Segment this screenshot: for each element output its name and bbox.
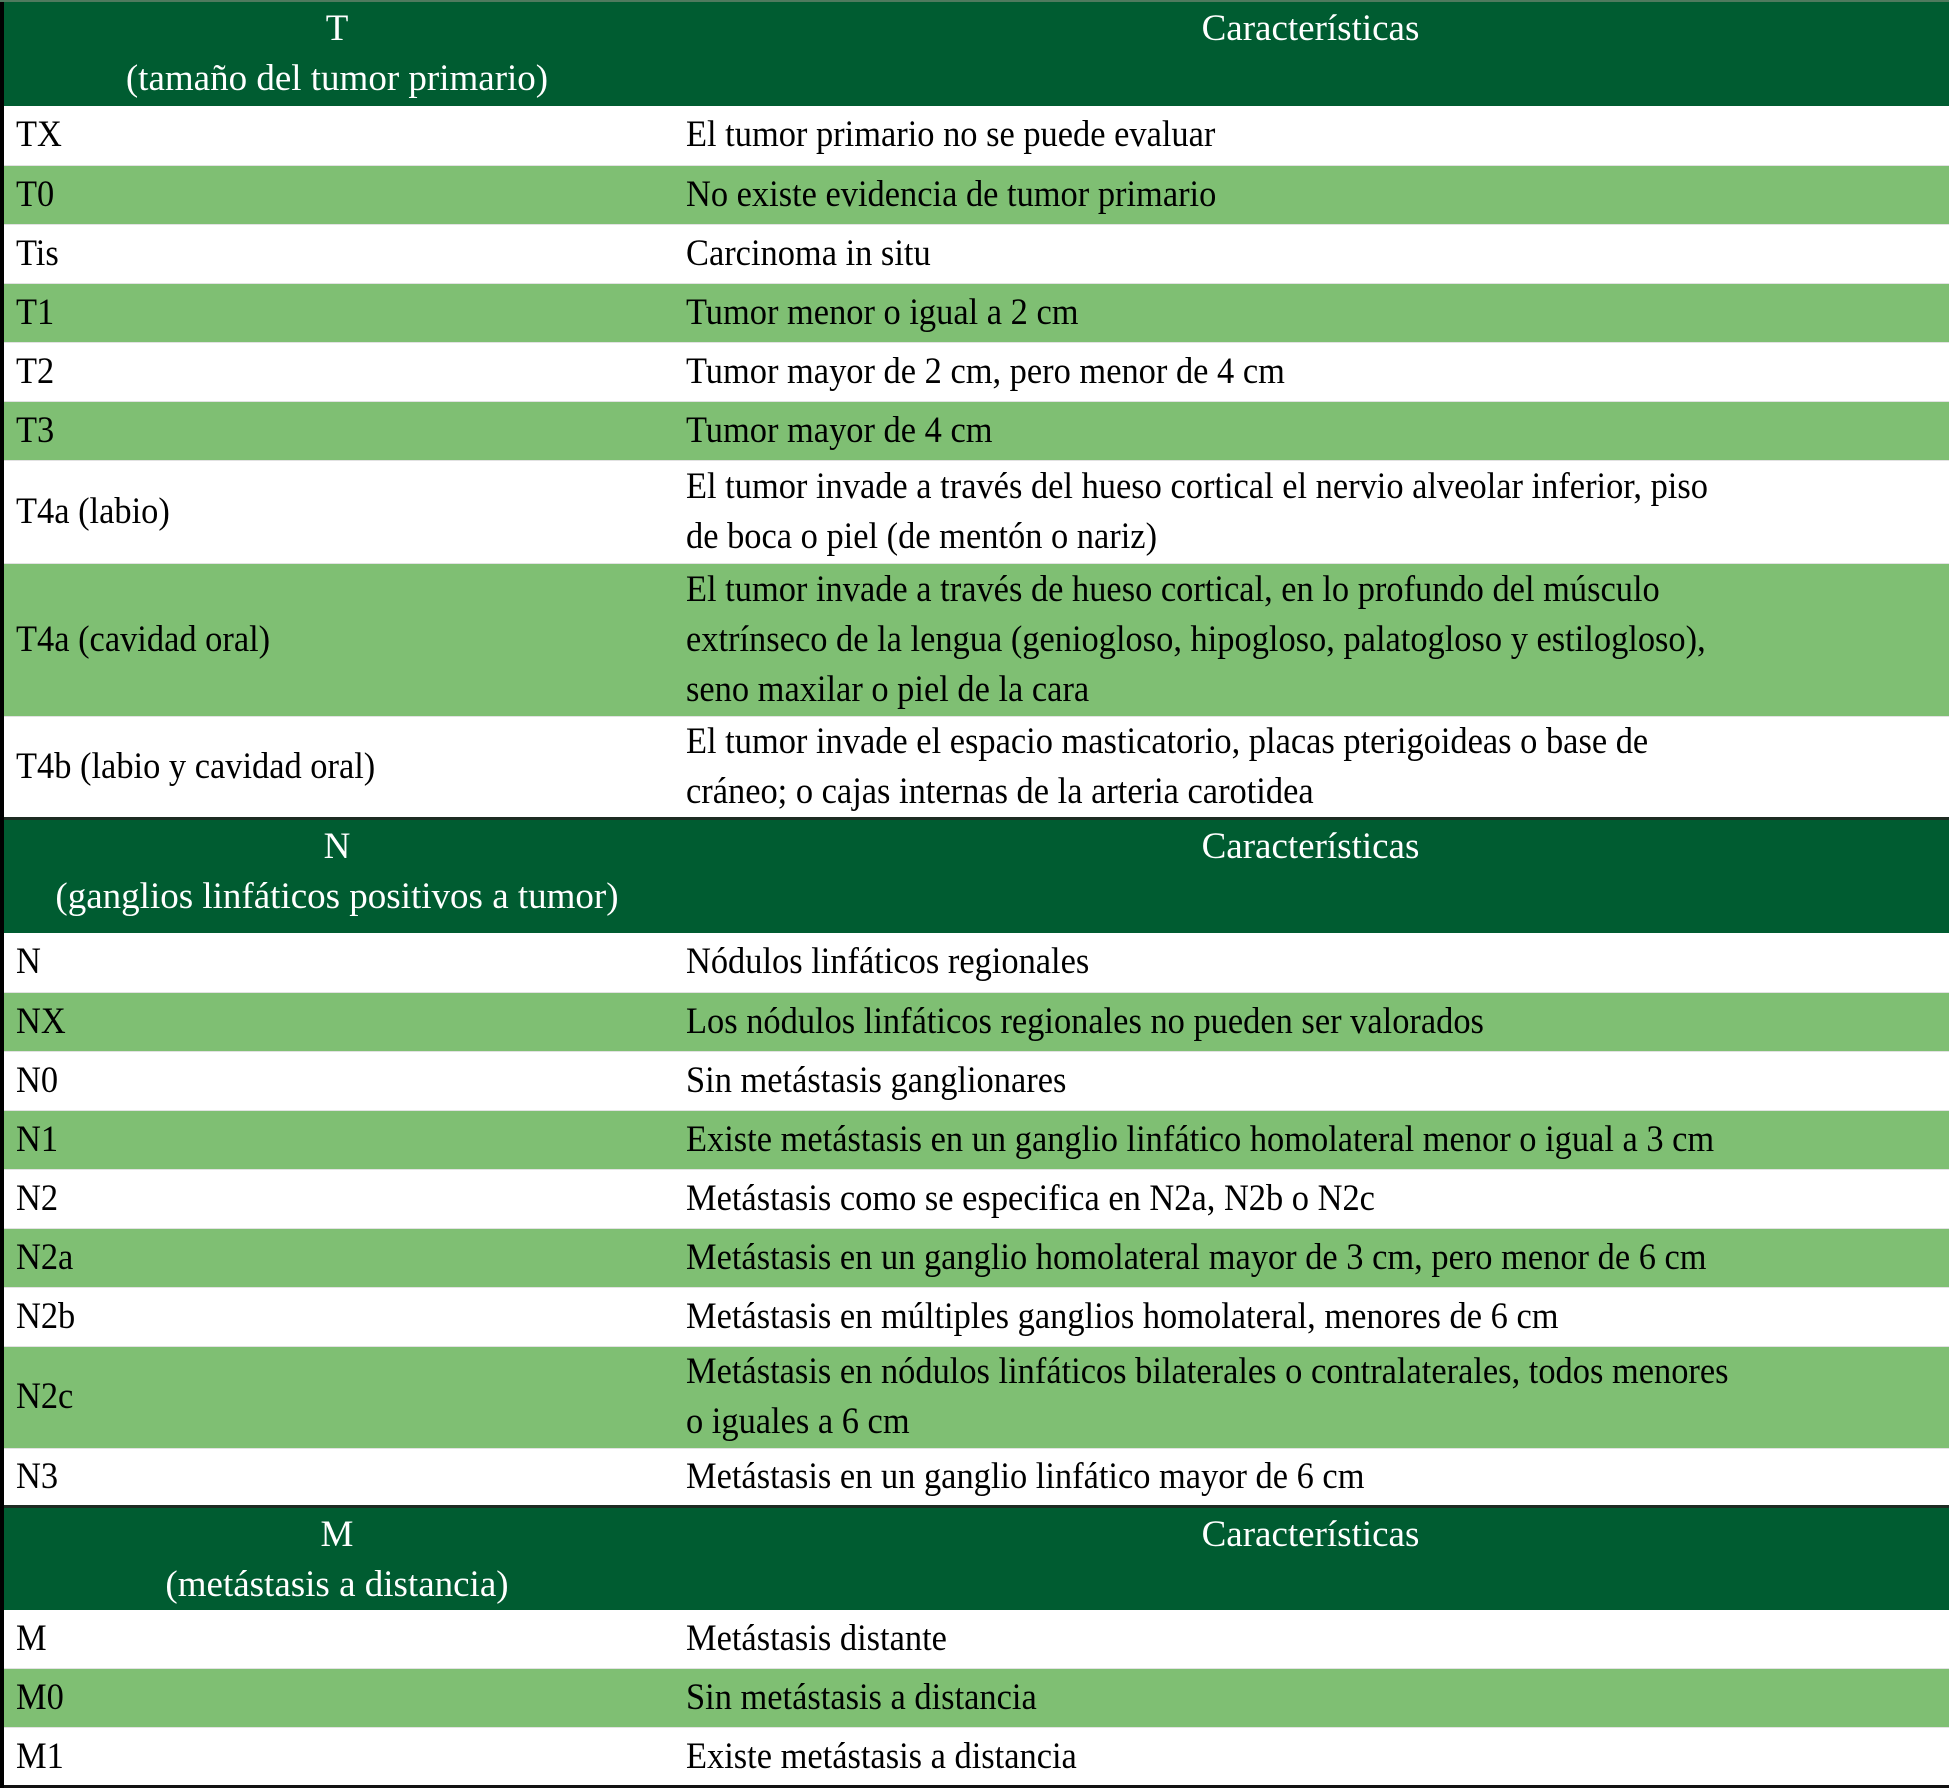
stage-code-text: T4a (labio) (16, 490, 170, 532)
table-row (2, 1287, 1949, 1346)
section-header-m (2, 1506, 1949, 1610)
stage-code-text: M0 (16, 1677, 64, 1718)
stage-code (2, 283, 670, 342)
stage-description (670, 1110, 1949, 1169)
stage-code-text: M1 (16, 1735, 64, 1777)
tnm-classification-table (0, 2, 1949, 1788)
stage-description (670, 283, 1949, 342)
stage-code (2, 563, 670, 716)
stage-code (2, 992, 670, 1051)
stage-description (670, 1228, 1949, 1287)
description-line: Metástasis en múltiples ganglios homolateral, menores de 6 cm (686, 1295, 1559, 1337)
stage-code (2, 1169, 670, 1228)
table-row (2, 283, 1949, 342)
header-cell-code (2, 818, 670, 933)
description-line: Tumor menor o igual a 2 cm (686, 291, 1079, 333)
table-row (2, 106, 1949, 165)
table-row (2, 224, 1949, 283)
stage-description (670, 1728, 1949, 1787)
table-row (2, 1051, 1949, 1110)
header-cell-characteristics (670, 818, 1949, 933)
description-line: No existe evidencia de tumor primario (686, 173, 1217, 215)
stage-code (2, 165, 670, 224)
description-line: Sin metástasis a distancia (686, 1677, 1037, 1718)
description-line: Los nódulos linfáticos regionales no pueden ser valorados (686, 1000, 1484, 1042)
description-line: Metástasis en un ganglio homolateral mayor de 3 cm, pero menor de 6 cm (686, 1236, 1707, 1278)
stage-code (2, 1610, 670, 1669)
description-line: El tumor invade a través de hueso cortical, en lo profundo del músculo (686, 568, 1660, 610)
stage-description (670, 1346, 1949, 1448)
stage-code-text: T4b (labio y cavidad oral) (16, 745, 376, 787)
header-code: N (323, 825, 351, 867)
stage-code-text: T1 (16, 291, 55, 333)
stage-code (2, 106, 670, 165)
description-line: cráneo; o cajas internas de la arteria carotidea (686, 770, 1314, 812)
header-characteristics: Características (1201, 825, 1420, 867)
table-row (2, 165, 1949, 224)
stage-code (2, 1051, 670, 1110)
description-line: seno maxilar o piel de la cara (686, 668, 1090, 710)
description-line: de boca o piel (de mentón o nariz) (686, 515, 1158, 557)
stage-code-text: N2b (16, 1295, 76, 1337)
stage-description (670, 401, 1949, 460)
table-row (2, 1669, 1949, 1728)
header-characteristics: Características (1201, 8, 1420, 49)
stage-code (2, 342, 670, 401)
table-row (2, 563, 1949, 716)
description-line: Metástasis en un ganglio linfático mayor de 6 cm (686, 1455, 1365, 1497)
stage-code-text: T2 (16, 350, 55, 392)
description-line: Metástasis distante (686, 1617, 947, 1659)
description-line: El tumor primario no se puede evaluar (686, 114, 1216, 156)
stage-code (2, 1448, 670, 1506)
stage-code-text: N2c (16, 1376, 74, 1417)
stage-description (670, 563, 1949, 716)
description-line: o iguales a 6 cm (686, 1401, 910, 1442)
stage-description (670, 992, 1949, 1051)
stage-description (670, 1051, 1949, 1110)
stage-code (2, 1110, 670, 1169)
stage-code (2, 401, 670, 460)
description-line: Carcinoma in situ (686, 232, 931, 274)
stage-description (670, 342, 1949, 401)
table-row (2, 401, 1949, 460)
description-line: Existe metástasis a distancia (686, 1735, 1077, 1777)
stage-code-text: N3 (16, 1455, 59, 1497)
stage-code-text: T4a (cavidad oral) (16, 618, 271, 660)
stage-code-text: T0 (16, 173, 55, 215)
section-header-t (2, 2, 1949, 106)
stage-description (670, 1448, 1949, 1506)
stage-code-text: N1 (16, 1118, 59, 1160)
header-code: M (320, 1513, 354, 1555)
table-row (2, 1346, 1949, 1448)
stage-code (2, 1728, 670, 1787)
header-subtitle: (metástasis a distancia) (165, 1563, 509, 1605)
description-line: Metástasis como se especifica en N2a, N2b o N2c (686, 1177, 1375, 1219)
stage-description (670, 1610, 1949, 1669)
description-line: Metástasis en nódulos linfáticos bilaterales o contralaterales, todos menores (686, 1351, 1729, 1392)
header-cell-code (2, 1506, 670, 1610)
header-cell-code (2, 2, 670, 106)
stage-code-text: N (16, 941, 41, 983)
description-line: El tumor invade a través del hueso cortical el nervio alveolar inferior, piso (686, 465, 1708, 507)
table-row (2, 933, 1949, 992)
stage-description (670, 106, 1949, 165)
table-body (2, 2, 1949, 1787)
stage-description (670, 1169, 1949, 1228)
stage-code-text: NX (16, 1000, 66, 1042)
description-line: Tumor mayor de 4 cm (686, 409, 993, 451)
table-row (2, 460, 1949, 563)
stage-code-text: Tis (16, 232, 59, 274)
stage-code-text: N2 (16, 1177, 59, 1219)
stage-code-text: N2a (16, 1236, 74, 1278)
description-line: El tumor invade el espacio masticatorio, placas pterigoideas o base de (686, 720, 1649, 762)
table-row (2, 992, 1949, 1051)
stage-code-text: M (16, 1617, 47, 1659)
stage-description (670, 716, 1949, 818)
header-code: T (325, 8, 349, 49)
section-header-n (2, 818, 1949, 933)
description-line: Tumor mayor de 2 cm, pero menor de 4 cm (686, 350, 1285, 392)
stage-description (670, 1669, 1949, 1728)
header-subtitle: (tamaño del tumor primario) (125, 58, 549, 99)
stage-description (670, 165, 1949, 224)
stage-code (2, 1669, 670, 1728)
table-row (2, 716, 1949, 818)
description-line: Nódulos linfáticos regionales (686, 941, 1090, 983)
header-cell-characteristics (670, 1506, 1949, 1610)
stage-code (2, 1346, 670, 1448)
table-row (2, 1728, 1949, 1787)
stage-code (2, 460, 670, 563)
header-subtitle: (ganglios linfáticos positivos a tumor) (55, 875, 619, 917)
stage-description (670, 933, 1949, 992)
stage-code (2, 1228, 670, 1287)
table-row (2, 1228, 1949, 1287)
stage-code (2, 716, 670, 818)
table-row (2, 1610, 1949, 1669)
stage-code (2, 933, 670, 992)
stage-code-text: TX (16, 114, 62, 156)
description-line: extrínseco de la lengua (geniogloso, hipogloso, palatogloso y estilogloso), (686, 618, 1706, 660)
table-row (2, 342, 1949, 401)
stage-code-text: N0 (16, 1059, 59, 1101)
table-row (2, 1448, 1949, 1506)
description-line: Existe metástasis en un ganglio linfático homolateral menor o igual a 3 cm (686, 1118, 1715, 1160)
header-characteristics: Características (1201, 1513, 1420, 1555)
stage-code-text: T3 (16, 409, 55, 451)
description-line: Sin metástasis ganglionares (686, 1059, 1067, 1101)
stage-code (2, 224, 670, 283)
table-row (2, 1110, 1949, 1169)
stage-description (670, 1287, 1949, 1346)
stage-code (2, 1287, 670, 1346)
stage-description (670, 460, 1949, 563)
header-cell-characteristics (670, 2, 1949, 106)
stage-description (670, 224, 1949, 283)
table-row (2, 1169, 1949, 1228)
